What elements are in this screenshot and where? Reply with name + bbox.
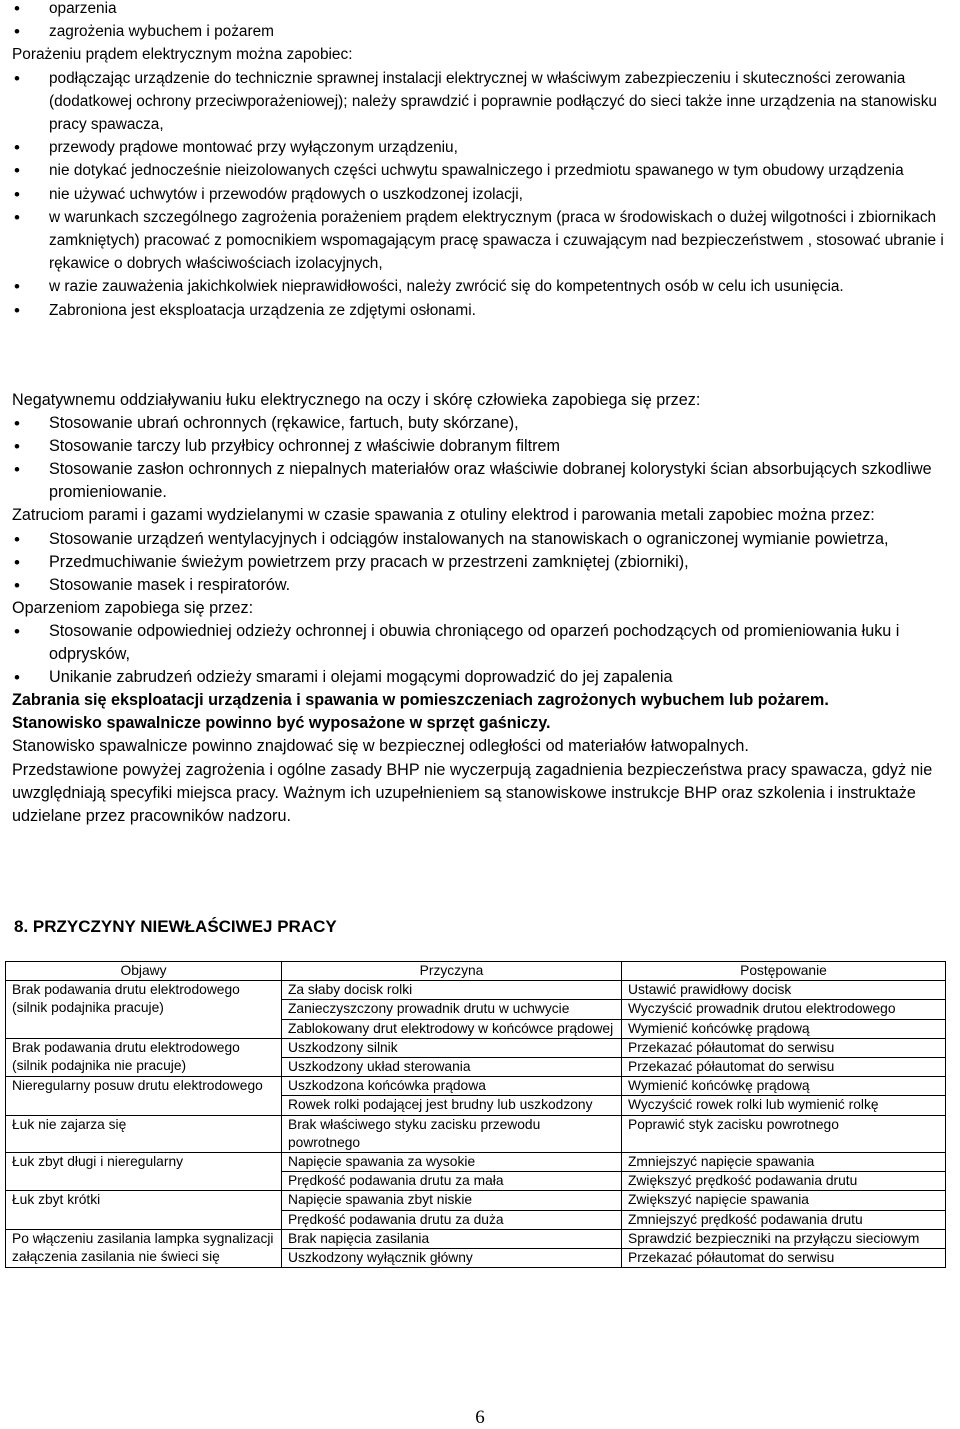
cause-cell: Zanieczyszczony prowadnik drutu w uchwycie — [282, 1000, 622, 1019]
list-item: • w warunkach szczególnego zagrożenia porażeniem prądem elektrycznym (praca w środowiskach o dużej wilgotności i zbiornikach zamkniętych) pracować z pomocnikiem wspomagającym pracę spawacza i czuwającym nad bezpieczeństwem , stosować ubranie i rękawice o dobrych właściwościach izolacyjnych, — [12, 206, 947, 276]
table-body — [6, 981, 946, 1268]
arc-intro: Negatywnemu oddziaływaniu łuku elektrycznego na oczy i skórę człowieka zapobiega się przez: — [12, 391, 701, 409]
action-cell: Przekazać półautomat do serwisu — [622, 1249, 946, 1268]
list-item: • Stosowanie urządzeń wentylacyjnych i odciągów instalowanych na stanowiskach o ograniczonej wymianie powietrza, — [12, 528, 947, 551]
action-cell: Wyczyścić rowek rolki lub wymienić rolkę — [622, 1096, 946, 1115]
list-item: • zagrożenia wybuchem i pożarem — [12, 20, 947, 43]
header-action: Postępowanie — [622, 962, 946, 981]
action-cell: Sprawdzić bezpieczniki na przyłączu sieciowym — [622, 1229, 946, 1248]
electric-intro: Porażeniu prądem elektrycznym można zapobiec: — [12, 46, 353, 64]
symptom-cell: Łuk zbyt długi i nieregularny — [6, 1153, 282, 1191]
action-cell: Zwiększyć napięcie spawania — [622, 1191, 946, 1210]
action-cell: Poprawić styk zacisku powrotnego — [622, 1115, 946, 1152]
electric-list — [12, 67, 947, 322]
action-cell: Przekazać półautomat do serwisu — [622, 1058, 946, 1077]
table-row — [6, 1115, 946, 1152]
cause-cell: Prędkość podawania drutu za mała — [282, 1172, 622, 1191]
cause-cell: Uszkodzony układ sterowania — [282, 1058, 622, 1077]
action-cell: Zmniejszyć napięcie spawania — [622, 1153, 946, 1172]
list-item: • podłączając urządzenie do technicznie sprawnej instalacji elektrycznej w właściwym zabezpieczeniu i skuteczności zerowania (dodatkowej ochrony przeciwporażeniowej); należy sprawdzić i poprawnie podłączyć do sieci także inne urządzenia na stanowisku pracy spawacza, — [12, 67, 947, 137]
troubleshooting-table — [5, 961, 946, 1268]
action-cell: Ustawić prawidłowy docisk — [622, 981, 946, 1000]
list-item: • Stosowanie odpowiedniej odzieży ochronnej i obuwia chroniącego od oparzeń pochodzących od promieniowania łuku i odprysków, — [12, 620, 947, 666]
list-item: • Stosowanie zasłon ochronnych z niepalnych materiałów oraz właściwie dobranej kolorystyki ścian absorbujących szkodliwe promieniowanie. — [12, 458, 947, 504]
hazards-list-block — [12, 0, 947, 322]
list-item: • przewody prądowe montować przy wyłączonym urządzeniu, — [12, 136, 947, 159]
burns-list — [12, 620, 947, 689]
action-cell: Zmniejszyć prędkość podawania drutu — [622, 1210, 946, 1229]
final-paragraph-2: Przedstawione powyżej zagrożenia i ogólne zasady BHP nie wyczerpują zagadnienia bezpieczeństwa pracy spawacza, gdyż nie uwzględniają specyfiki miejsca pracy. Ważnym ich uzupełnieniem są stanowiskowe instrukcje BHP oraz szkolenia i instruktaże udzielane przez pracowników nadzoru. — [12, 760, 933, 825]
action-cell: Przekazać półautomat do serwisu — [622, 1038, 946, 1057]
cause-cell: Uszkodzony silnik — [282, 1038, 622, 1057]
symptom-cell: Brak podawania drutu elektrodowego (silnik podajnika nie pracuje) — [6, 1038, 282, 1076]
page-number: 6 — [475, 1407, 485, 1428]
list-item: • nie dotykać jednocześnie nieizolowanych części uchwytu spawalniczego i przedmiotu spawanego w tym obudowy urządzenia — [12, 159, 947, 182]
action-cell: Wyczyścić prowadnik drutou elektrodowego — [622, 1000, 946, 1019]
final-paragraph-1: Stanowisko spawalnicze powinno znajdować się w bezpiecznej odległości od materiałów łatwopalnych. — [12, 737, 749, 756]
symptom-cell: Łuk zbyt krótki — [6, 1191, 282, 1229]
list-item: • Zabroniona jest eksploatacja urządzenia ze zdjętymi osłonami. — [12, 299, 947, 322]
table-header-row — [6, 962, 946, 981]
cause-cell: Brak właściwego styku zacisku przewodu powrotnego — [282, 1115, 622, 1152]
fumes-list — [12, 528, 947, 597]
hazards-list — [12, 0, 947, 43]
cause-cell: Napięcie spawania za wysokie — [282, 1153, 622, 1172]
symptom-cell: Łuk nie zajarza się — [6, 1115, 282, 1152]
burns-intro: Oparzeniom zapobiega się przez: — [12, 598, 254, 617]
cause-cell: Prędkość podawania drutu za duża — [282, 1210, 622, 1229]
list-item: • nie używać uchwytów i przewodów prądowych o uszkodzonej izolacji, — [12, 183, 947, 206]
table-row — [6, 1229, 946, 1248]
symptom-cell: Brak podawania drutu elektrodowego (silnik podajnika pracuje) — [6, 981, 282, 1039]
list-item: • Stosowanie tarczy lub przyłbicy ochronnej z właściwie dobranym filtrem — [12, 435, 947, 458]
list-item: • Unikanie zabrudzeń odzieży smarami i olejami mogącymi doprowadzić do jej zapalenia — [12, 666, 947, 689]
header-cause: Przyczyna — [282, 962, 622, 981]
action-cell: Zwiększyć prędkość podawania drutu — [622, 1172, 946, 1191]
symptom-cell: Nieregularny posuw drutu elektrodowego — [6, 1077, 282, 1115]
list-item: • Stosowanie ubrań ochronnych (rękawice, fartuch, buty skórzane), — [12, 412, 947, 435]
table-row — [6, 1153, 946, 1172]
protection-block — [12, 389, 947, 828]
table-row — [6, 981, 946, 1000]
header-symptoms: Objawy — [6, 962, 282, 981]
cause-cell: Rowek rolki podającej jest brudny lub uszkodzony — [282, 1096, 622, 1115]
list-item: • w razie zauważenia jakichkolwiek nieprawidłowości, należy zwrócić się do kompetentnych osób w celu ich usunięcia. — [12, 275, 947, 298]
cause-cell: Zablokowany drut elektrodowy w końcówce prądowej — [282, 1019, 622, 1038]
cause-cell: Napięcie spawania zbyt niskie — [282, 1191, 622, 1210]
cause-cell: Uszkodzony wyłącznik główny — [282, 1249, 622, 1268]
action-cell: Wymienić końcówkę prądową — [622, 1019, 946, 1038]
list-item: • Przedmuchiwanie świeżym powietrzem przy pracach w przestrzeni zamkniętej (zbiorniki), — [12, 551, 947, 574]
cause-cell: Uszkodzona końcówka prądowa — [282, 1077, 622, 1096]
table-row — [6, 1077, 946, 1096]
list-item: • Stosowanie masek i respiratorów. — [12, 574, 947, 597]
fumes-intro: Zatruciom parami i gazami wydzielanymi w czasie spawania z otuliny elektrod i parowania metali zapobiec można przez: — [12, 506, 875, 525]
arc-list — [12, 412, 947, 504]
table-row — [6, 1038, 946, 1057]
section-heading: 8. PRZYCZYNY NIEWŁAŚCIWEJ PRACY — [14, 917, 337, 936]
cause-cell: Brak napięcia zasilania — [282, 1229, 622, 1248]
cause-cell: Za słaby docisk rolki — [282, 981, 622, 1000]
action-cell: Wymienić końcówkę prądową — [622, 1077, 946, 1096]
bold-warning-explosion: Zabrania się eksploatacji urządzenia i spawania w pomieszczeniach zagrożonych wybuchem lub pożarem. — [12, 691, 829, 710]
symptom-cell: Po włączeniu zasilania lampka sygnalizacji załączenia zasilania nie świeci się — [6, 1229, 282, 1267]
bold-warning-extinguisher: Stanowisko spawalnicze powinno być wyposażone w sprzęt gaśniczy. — [12, 714, 551, 733]
list-item: • oparzenia — [12, 0, 947, 20]
table-row — [6, 1191, 946, 1210]
